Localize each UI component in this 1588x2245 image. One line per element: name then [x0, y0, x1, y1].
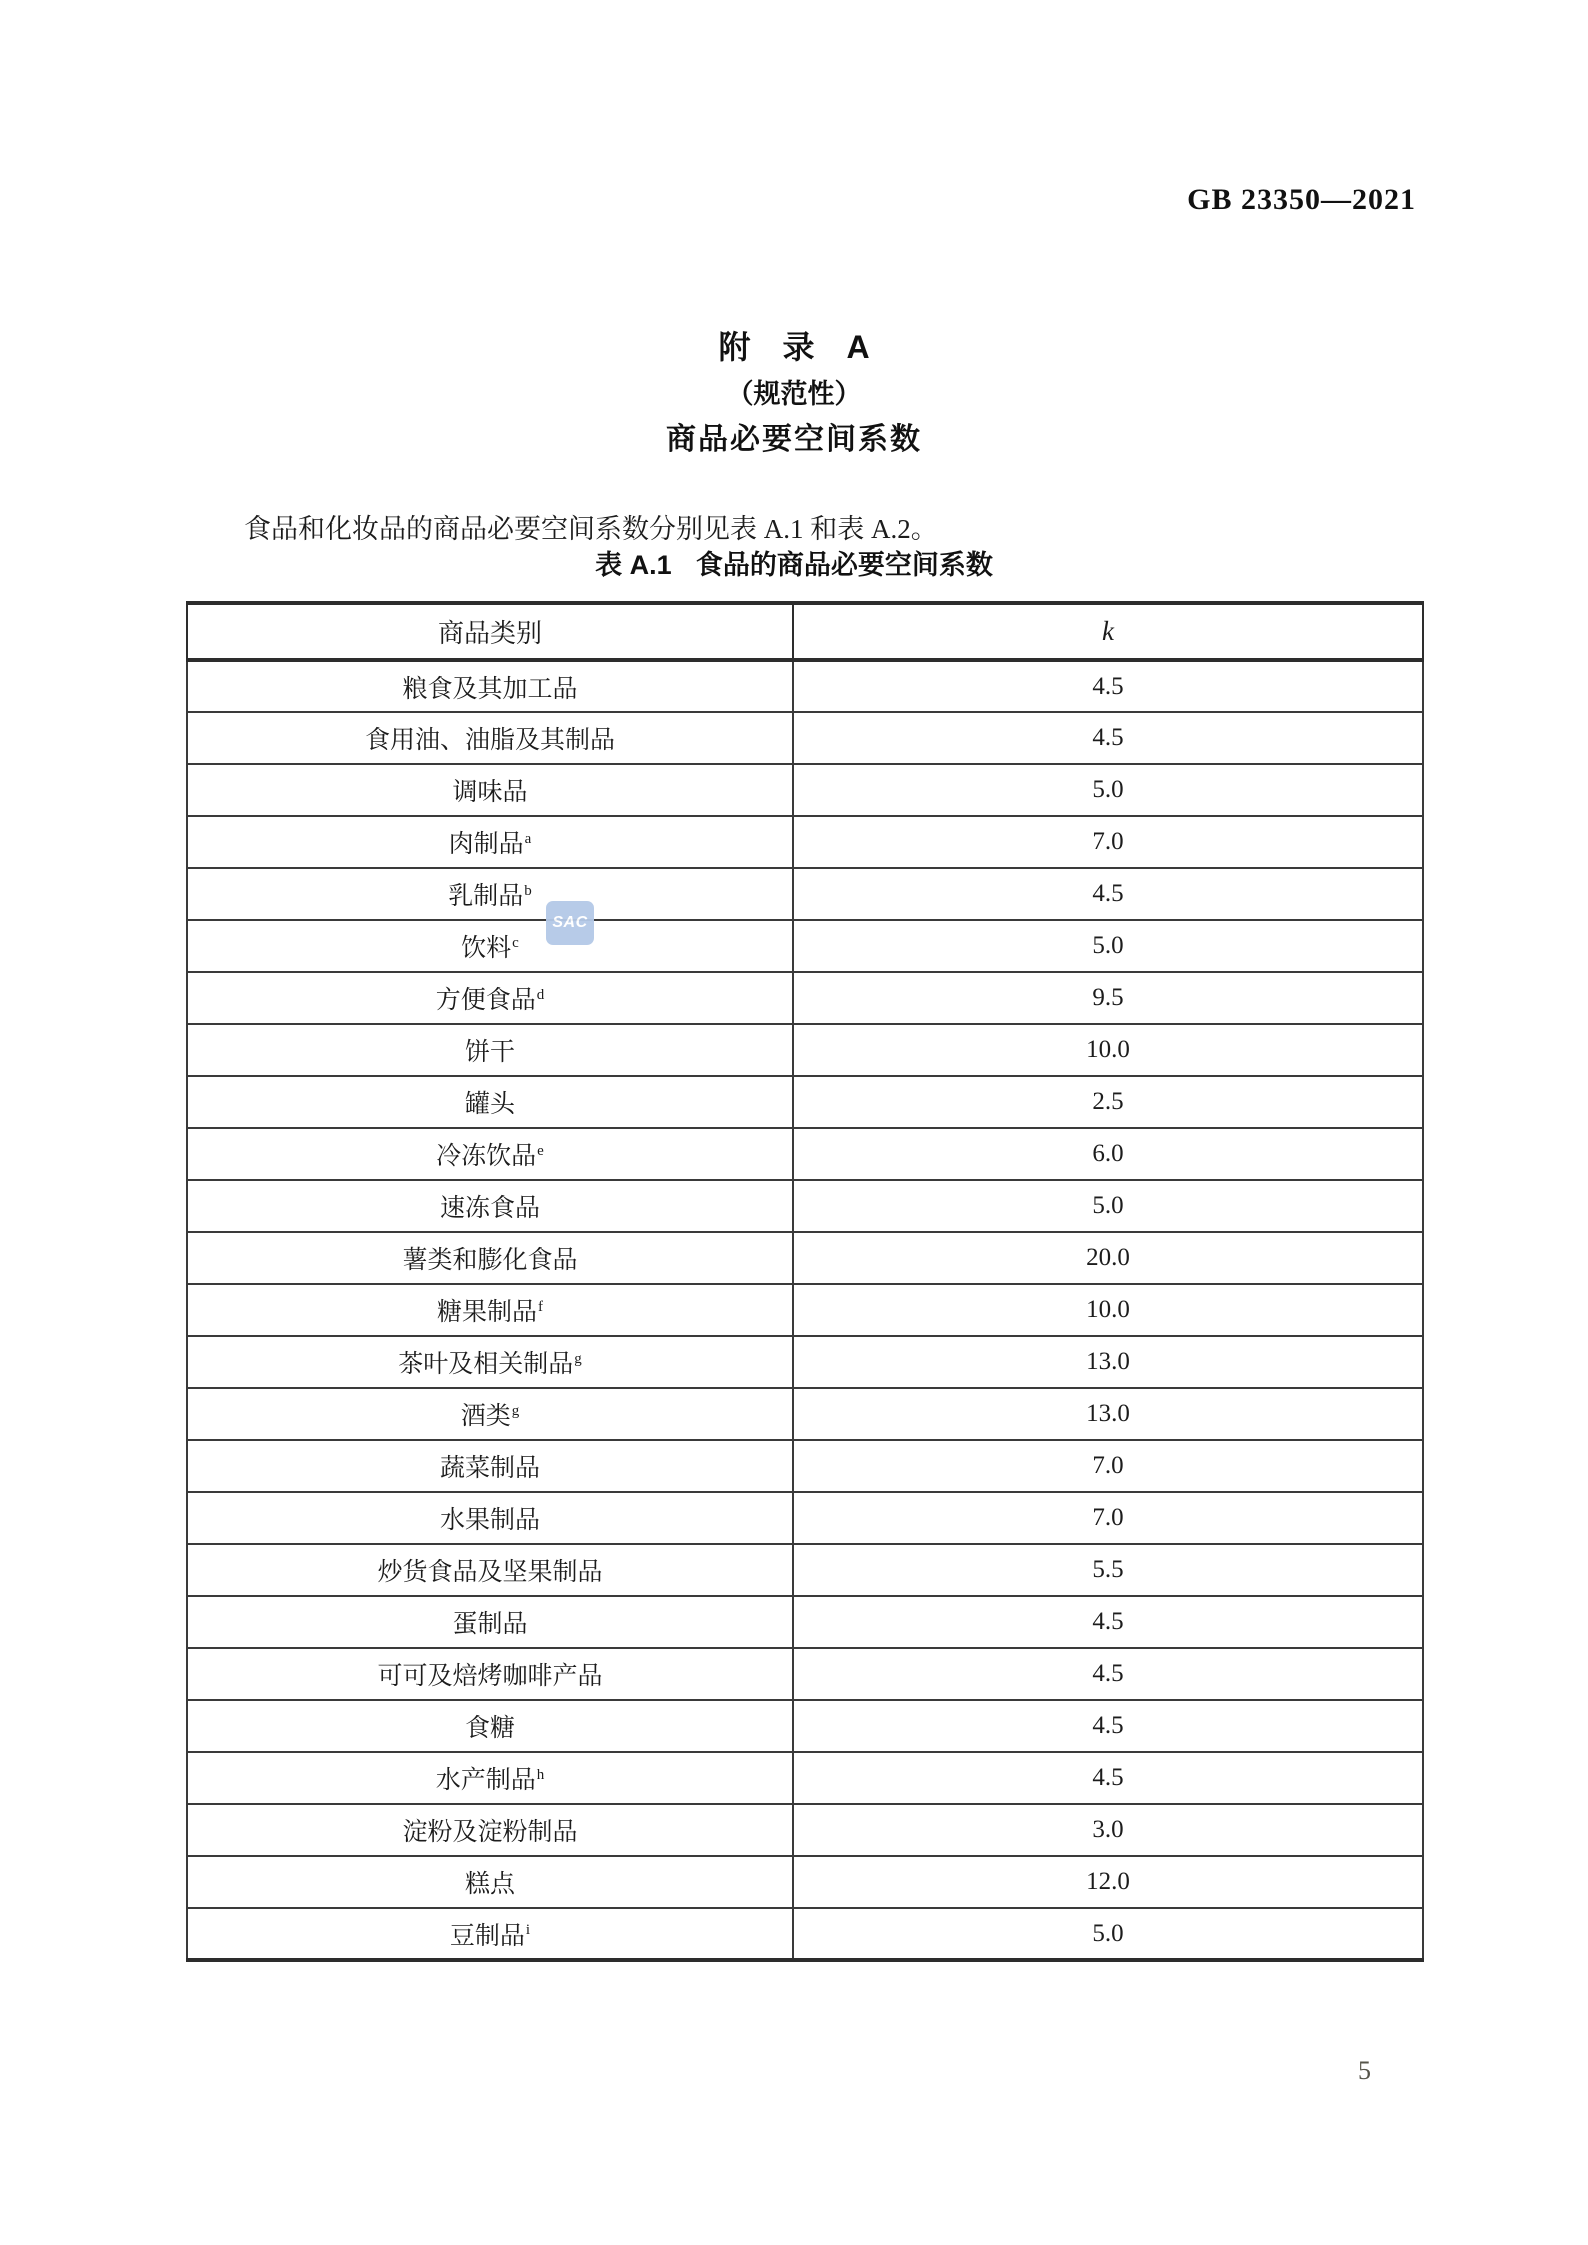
category-cell: 薯类和膨化食品 — [187, 1232, 793, 1284]
table-row — [187, 868, 1423, 920]
standard-code: GB 23350—2021 — [1187, 183, 1416, 216]
table-row — [187, 1024, 1423, 1076]
column-header-category: 商品类别 — [187, 603, 793, 660]
table-row — [187, 972, 1423, 1024]
table-row — [187, 1076, 1423, 1128]
footnote-marker: h — [536, 1766, 545, 1783]
category-cell: 炒货食品及坚果制品 — [187, 1544, 793, 1596]
category-cell: 蛋制品 — [187, 1596, 793, 1648]
footnote-marker: a — [524, 830, 532, 847]
footnote-marker: g — [574, 1350, 582, 1367]
category-cell: 冷冻饮品$^e$ — [187, 1128, 793, 1180]
footnote-marker: i — [525, 1922, 531, 1939]
coefficient-cell: 4.5 — [793, 1700, 1423, 1752]
coefficient-cell: 6.0 — [793, 1128, 1423, 1180]
category-cell: 乳制品$^b$ — [187, 868, 793, 920]
table-row — [187, 1492, 1423, 1544]
category-cell: 茶叶及相关制品$^g$ — [187, 1336, 793, 1388]
table-body — [187, 660, 1423, 1960]
table-row — [187, 1232, 1423, 1284]
coefficient-cell: 2.5 — [793, 1076, 1423, 1128]
table-row — [187, 1544, 1423, 1596]
sac-watermark-logo: SAC — [546, 901, 594, 945]
category-cell: 食用油、油脂及其制品 — [187, 712, 793, 764]
table-row — [187, 1700, 1423, 1752]
coefficient-cell: 4.5 — [793, 1596, 1423, 1648]
coefficient-cell: 5.5 — [793, 1544, 1423, 1596]
coefficient-cell: 4.5 — [793, 660, 1423, 712]
category-cell: 方便食品$^d$ — [187, 972, 793, 1024]
table-row — [187, 1648, 1423, 1700]
table-caption — [0, 543, 1588, 582]
footnote-marker: e — [537, 1142, 544, 1159]
intro-paragraph: 食品和化妆品的商品必要空间系数分别见表 A.1 和表 A.2。 — [244, 514, 938, 544]
category-cell: 可可及焙烤咖啡产品 — [187, 1648, 793, 1700]
page-number: 5 — [1358, 2056, 1371, 2085]
coefficient-cell: 10.0 — [793, 1284, 1423, 1336]
coefficient-cell: 13.0 — [793, 1388, 1423, 1440]
coefficient-cell: 13.0 — [793, 1336, 1423, 1388]
category-cell: 水产制品$^h$ — [187, 1752, 793, 1804]
coefficient-cell: 7.0 — [793, 1492, 1423, 1544]
category-cell: 调味品 — [187, 764, 793, 816]
table-caption-title: 食品的商品必要空间系数 — [695, 550, 993, 580]
coefficient-cell: 3.0 — [793, 1804, 1423, 1856]
appendix-heading: 商品必要空间系数 — [666, 423, 922, 456]
table-row — [187, 920, 1423, 972]
coefficient-cell: 9.5 — [793, 972, 1423, 1024]
footnote-marker: c — [512, 934, 519, 951]
category-cell: 糕点 — [187, 1856, 793, 1908]
table-row — [187, 1388, 1423, 1440]
coefficient-cell: 5.0 — [793, 1908, 1423, 1960]
table-row — [187, 1596, 1423, 1648]
coefficient-cell: 5.0 — [793, 920, 1423, 972]
category-cell: 蔬菜制品 — [187, 1440, 793, 1492]
table-row — [187, 1856, 1423, 1908]
category-cell: 饮料$^c$ — [187, 920, 793, 972]
coefficient-cell: 4.5 — [793, 868, 1423, 920]
footnote-marker: d — [536, 986, 545, 1003]
category-cell: 酒类$^g$ — [187, 1388, 793, 1440]
category-cell: 食糖 — [187, 1700, 793, 1752]
footnote-marker: f — [538, 1298, 543, 1315]
table-row — [187, 1804, 1423, 1856]
category-cell: 粮食及其加工品 — [187, 660, 793, 712]
food-coefficient-table — [186, 601, 1424, 1962]
coefficient-cell: 4.5 — [793, 1648, 1423, 1700]
table-row — [187, 1128, 1423, 1180]
category-cell: 肉制品$^a$ — [187, 816, 793, 868]
appendix-title: 附 录 A — [718, 329, 870, 365]
table-row — [187, 1908, 1423, 1960]
coefficient-cell: 20.0 — [793, 1232, 1423, 1284]
table-row — [187, 1752, 1423, 1804]
table-row — [187, 712, 1423, 764]
coefficient-cell: 4.5 — [793, 1752, 1423, 1804]
table-row — [187, 1180, 1423, 1232]
category-cell: 淀粉及淀粉制品 — [187, 1804, 793, 1856]
coefficient-cell: 12.0 — [793, 1856, 1423, 1908]
coefficient-cell: 10.0 — [793, 1024, 1423, 1076]
table-header-row — [187, 603, 1423, 660]
table-row — [187, 816, 1423, 868]
table-row — [187, 1284, 1423, 1336]
coefficient-cell: 5.0 — [793, 1180, 1423, 1232]
category-cell: 豆制品$^i$ — [187, 1908, 793, 1960]
category-cell: 速冻食品 — [187, 1180, 793, 1232]
table-caption-label: 表 A.1 — [595, 550, 672, 580]
coefficient-cell: 4.5 — [793, 712, 1423, 764]
coefficient-cell: 7.0 — [793, 1440, 1423, 1492]
coefficient-cell: 5.0 — [793, 764, 1423, 816]
category-cell: 糖果制品$^f$ — [187, 1284, 793, 1336]
table-row — [187, 1336, 1423, 1388]
table-row — [187, 764, 1423, 816]
footnote-marker: b — [524, 882, 532, 899]
table-row — [187, 1440, 1423, 1492]
table-row — [187, 660, 1423, 712]
category-cell: 水果制品 — [187, 1492, 793, 1544]
footnote-marker: g — [511, 1402, 520, 1419]
food-coefficient-table-wrap — [186, 601, 1424, 1962]
category-cell: 饼干 — [187, 1024, 793, 1076]
appendix-normative-label: （规范性） — [726, 379, 862, 409]
category-cell: 罐头 — [187, 1076, 793, 1128]
coefficient-cell: 7.0 — [793, 816, 1423, 868]
column-header-coefficient: k — [793, 603, 1423, 660]
